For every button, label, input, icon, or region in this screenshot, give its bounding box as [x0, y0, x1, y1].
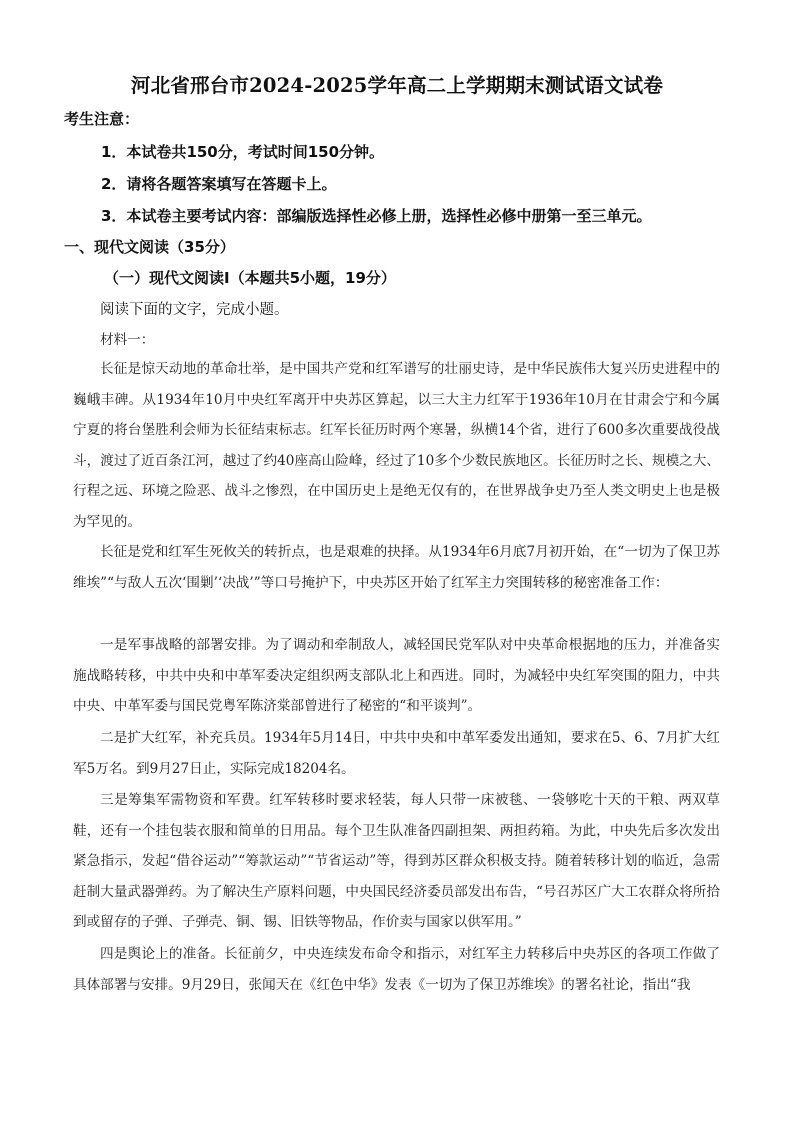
- paragraph-6: 四是舆论上的准备。长征前夕，中央连续发布命令和指示，对红军主力转移后中央苏区的各项工作做了具体部署与安排。9月29日，张闻天在《红色中华》发表《一切为了保卫苏维埃》的署名社论，指出“我: [73, 946, 720, 993]
- section-subheading: （一）现代文阅读Ⅰ（本题共5小题，19分）: [104, 269, 396, 287]
- notice-item-1: 1．本试卷共150分，考试时间150分钟。: [101, 143, 385, 161]
- paragraph-4: 二是扩大红军，补充兵员。1934年5月14日，中共中央和中革军委发出通知，要求在5、6、7月扩大红军5万名。到9月27日止，实际完成18204名。: [73, 730, 720, 777]
- notice-item-2: 2．请将各题答案填写在答题卡上。: [101, 175, 337, 193]
- exam-title: 河北省邢台市2024-2025学年高二上学期期末测试语文试卷: [130, 74, 664, 97]
- paragraph-1: 长征是惊天动地的革命壮举，是中国共产党和红军谱写的壮丽史诗，是中华民族伟大复兴历史进程中的巍峨丰碑。从1934年10月中央红军离开中央苏区算起，以三大主力红军于1936年10月在甘肃会宁和今属宁夏的将台堡胜利会师为长征结束标志。红军长征历时两个寒暑，纵横14个省，进行了600多次重要战役战斗，渡过了近百条江河，越过了约40座高山险峰，经过了10多个少数民族地区。长征历时之长、规模之大、行程之远、环境之险恶、战斗之惨烈，在中国历史上是绝无仅有的，在世界战争史乃至人类文明史上也是极为罕见的。: [73, 361, 720, 530]
- notice-heading: 考生注意：: [64, 110, 140, 128]
- notice-item-3: 3．本试卷主要考试内容：部编版选择性必修上册，选择性必修中册第一至三单元。: [101, 207, 652, 225]
- material-label: 材料一：: [100, 332, 155, 348]
- paragraph-2: 长征是党和红军生死攸关的转折点，也是艰难的抉择。从1934年6月底7月初开始，在“一切为了保卫苏维埃”“与敌人五次‘围剿’‘决战’”等口号掩护下，中央苏区开始了红军主力突围转移的秘密准备工作：: [73, 544, 720, 591]
- reading-instruction: 阅读下面的文字，完成小题。: [100, 302, 289, 318]
- paragraph-3: 一是军事战略的部署安排。为了调动和牵制敌人，减轻国民党军队对中央革命根据地的压力，并准备实施战略转移，中共中央和中革军委决定组织两支部队北上和西进。同时，为减轻中央红军突围的阻力，中共中央、中革军委与国民党粤军陈济棠部曾进行了秘密的“和平谈判”。: [73, 637, 720, 714]
- paragraph-5: 三是筹集军需物资和军费。红军转移时要求轻装，每人只带一床被毯、一袋够吃十天的干粮、两双草鞋，还有一个挂包装衣服和简单的日用品。每个卫生队准备四副担架、两担药箱。为此，中央先后多次发出紧急指示，发起“借谷运动”“筹款运动”“节省运动”等，得到苏区群众积极支持。随着转移计划的临近，急需赶制大量武器弹药。为了解决生产原料问题，中央国民经济委员部发出布告，“号召苏区广大工农群众将所拾到或留存的子弹、子弹壳、铜、锡、旧铁等物品，作价卖与国家以供军用。”: [73, 792, 720, 930]
- section-heading: 一、现代文阅读（35分）: [64, 238, 235, 256]
